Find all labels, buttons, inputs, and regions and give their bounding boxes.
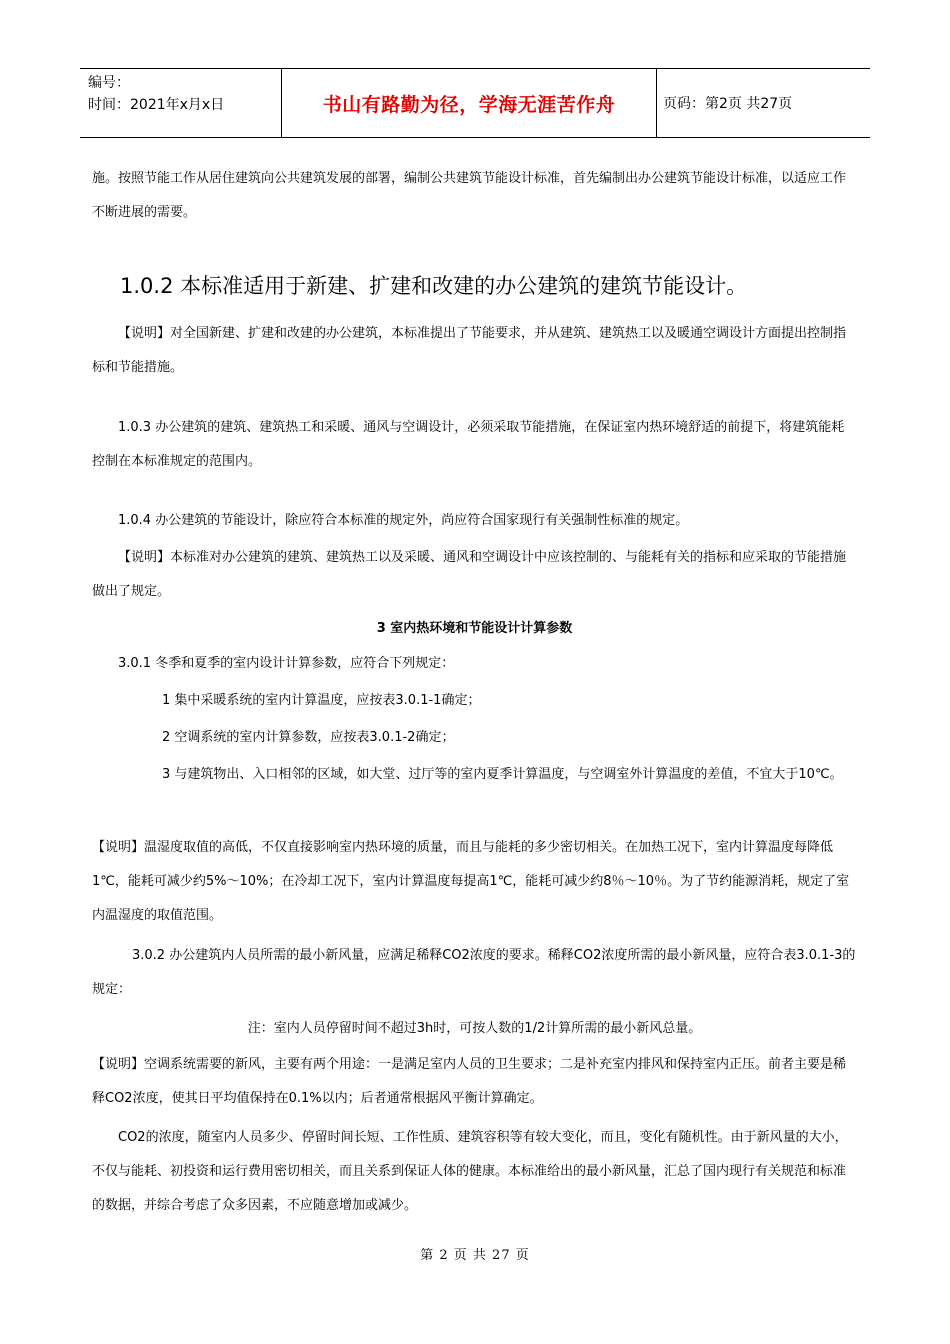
table-remark: 注：室内人员停留时间不超过3h时，可按人数的1/2计算所需的最小新风总量。 [247, 1021, 702, 1036]
header-meta [80, 69, 281, 137]
clause-heading-1-0-2: 1.0.2 本标准适用于新建、扩建和改建的办公建筑的建筑节能设计。 [120, 274, 748, 298]
list-item-2: 2 空调系统的室内计算参数，应按表3.0.1-2确定； [162, 730, 455, 745]
note-1-0-2: 【说明】对全国新建、扩建和改建的办公建筑，本标准提出了节能要求，并从建筑、建筑热工以及暖通空调设计方面提出控制指标和节能措施。 [92, 326, 847, 375]
clause-1-0-4: 1.0.4 办公建筑的节能设计，除应符合本标准的规定外，尚应符合国家现行有关强制性标准的规定。 [118, 513, 689, 528]
list-item-3: 3 与建筑物出、入口相邻的区域，如大堂、过厅等的室内夏季计算温度，与空调室外计算温度的差值，不宜大于10℃。 [162, 767, 843, 782]
list-item-1: 1 集中采暖系统的室内计算温度，应按表3.0.1-1确定； [162, 693, 481, 708]
note-3-0-2: 【说明】空调系统需要的新风，主要有两个用途：一是满足室内人员的卫生要求；二是补充室内排风和保持室内正压。前者主要是稀释CO2浓度，使其日平均值保持在0.1%以内；后者通常根据风平衡计算确定。 [92, 1057, 847, 1106]
document-date-label: 时间：2021年x月x日 [88, 97, 225, 113]
paragraph-co2: CO2的浓度，随室内人员多少、停留时间长短、工作性质、建筑容积等有较大变化，而且，变化有随机性。由于新风量的大小，不仅与能耗、初投资和运行费用密切相关，而且关系到保证人体的健康。本标准给出的最小新风量，汇总了国内现行有关规范和标准的数据，并综合考虑了众多因素，不应随意增加或减少。 [92, 1130, 848, 1213]
document-number-label: 编号： [88, 75, 130, 91]
note-3-0-1: 【说明】温湿度取值的高低，不仅直接影响室内热环境的质量，而且与能耗的多少密切相关。在加热工况下，室内计算温度每降低1℃，能耗可减少约5%～10%；在冷却工况下，室内计算温度每提高1℃，能耗可减少约8％～10％。为了节约能源消耗，规定了室内温湿度的取值范围。 [92, 840, 850, 923]
note-1-0-4: 【说明】本标准对办公建筑的建筑、建筑热工以及采暖、通风和空调设计中应该控制的、与能耗有关的指标和应采取的节能措施做出了规定。 [92, 550, 847, 599]
continuation-paragraph: 施。按照节能工作从居住建筑向公共建筑发展的部署，编制公共建筑节能设计标准，首先编制出办公建筑节能设计标准，以适应工作不断进展的需要。 [92, 171, 847, 220]
clause-3-0-2: 3.0.2 办公建筑内人员所需的最小新风量，应满足稀释CO2浓度的要求。稀释CO2浓度所需的最小新风量，应符合表3.0.1-3的规定： [92, 948, 856, 997]
clause-1-0-3: 1.0.3 办公建筑的建筑、建筑热工和采暖、通风与空调设计，必须采取节能措施，在保证室内热环境舒适的前提下，将建筑能耗控制在本标准规定的范围内。 [92, 420, 845, 469]
page-footer: 第 2 页 共 27 页 [420, 1248, 530, 1263]
header-page-number: 页码：第2页 共27页 [663, 96, 793, 112]
header-motto: 书山有路勤为径，学海无涯苦作舟 [281, 69, 657, 137]
clause-3-0-1: 3.0.1 冬季和夏季的室内设计计算参数，应符合下列规定： [118, 656, 455, 671]
page-header [80, 68, 870, 138]
section-title-3: 3 室内热环境和节能设计计算参数 [376, 621, 573, 636]
